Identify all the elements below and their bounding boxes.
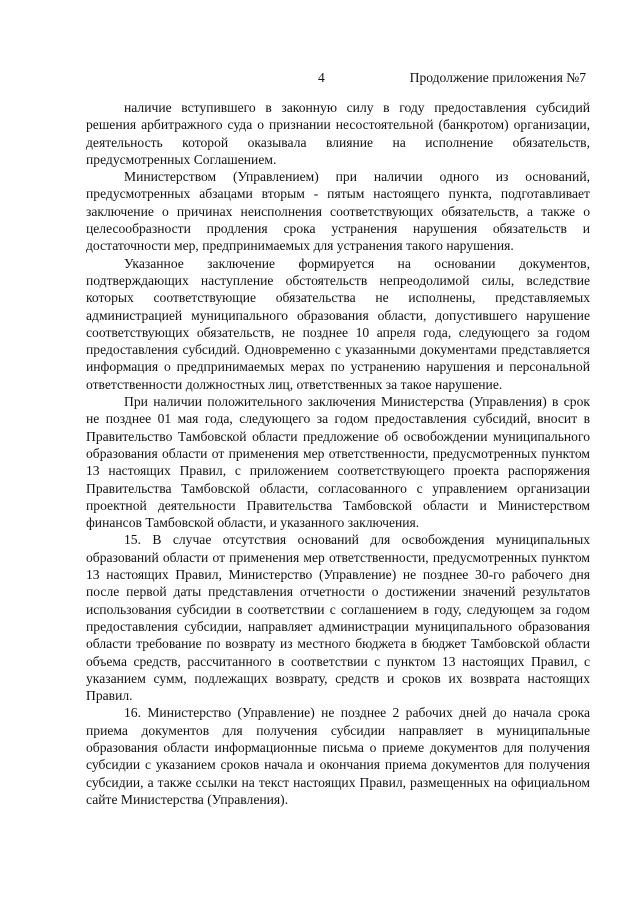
paragraph-ministry-conclusion: Министерством (Управлением) при наличии одного из оснований, предусмотренных абзацами вторым - пятым настоящего пункта, подготавливает заключение о причинах неисполнения соответствующих обязательств, а также о целесообразности продления срока устранения нарушения обязательств и достаточности мер, предпринимаемых для устранения такого нарушения. xyxy=(86,169,590,254)
paragraph-clause-16: 16. Министерство (Управление) не позднее 2 рабочих дней до начала срока приема документов для получения субсидии направляет в муниципальные образования области информационные письма о приеме документов для получения субсидии с указанием сроков начала и окончания приема документов для получения субсидии, а также ссылки на текст настоящих Правил, размещенных на официальном сайте Министерства (Управления). xyxy=(86,705,590,807)
document-body xyxy=(86,99,590,808)
paragraph-conclusion-basis: Указанное заключение формируется на основании документов, подтверждающих наступление обстоятельств непреодолимой силы, вследствие которых соответствующие обязательства не исполнены, представляемых администрацией муниципального образования области, допустившего нарушение соответствующих обязательств, не позднее 10 апреля года, следующего за годом предоставления субсидий. Одновременно с указанными документами представляется информация о предпринимаемых мерах по устранению нарушения и персональной ответственности должностных лиц, ответственных за такое нарушение. xyxy=(86,255,590,392)
page-header xyxy=(0,70,640,88)
appendix-note: Продолжение приложения №7 xyxy=(409,70,586,85)
paragraph-clause-15: 15. В случае отсутствия оснований для освобождения муниципальных образований области от применения мер ответственности, предусмотренных пунктом 13 настоящих Правил, Министерство (Управление) не позднее 30-го рабочего дня после первой даты представления отчетности о достижении значений результатов использования субсидии в соответствии с соглашением в году, следующем за годом предоставления субсидии, направляет администрации муниципального образования области требование по возврату из местного бюджета в бюджет Тамбовской области объема средств, рассчитанного в соответствии с пунктом 13 настоящих Правил, с указанием сумм, подлежащих возврату, средств и сроков их возврата настоящих Правил. xyxy=(86,532,590,704)
paragraph-bankruptcy-clause: наличие вступившего в законную силу в году предоставления субсидий решения арбитражного суда о признании несостоятельной (банкротом) организации, деятельность которой оказывала влияние на исполнение обязательств, предусмотренных Соглашением. xyxy=(86,100,590,167)
paragraph-positive-conclusion: При наличии положительного заключения Министерства (Управления) в срок не позднее 01 мая года, следующего за годом предоставления субсидий, вносит в Правительство Тамбовской области предложение об освобождении муниципального образования области от применения мер ответственности, предусмотренных пунктом 13 настоящих Правил, с приложением соответствующего проекта распоряжения Правительства Тамбовской области, согласованного с управлением организации проектной деятельности Правительства Тамбовской области и Министерством финансов Тамбовской области, и указанного заключения. xyxy=(86,394,590,531)
page-number: 4 xyxy=(318,70,325,85)
